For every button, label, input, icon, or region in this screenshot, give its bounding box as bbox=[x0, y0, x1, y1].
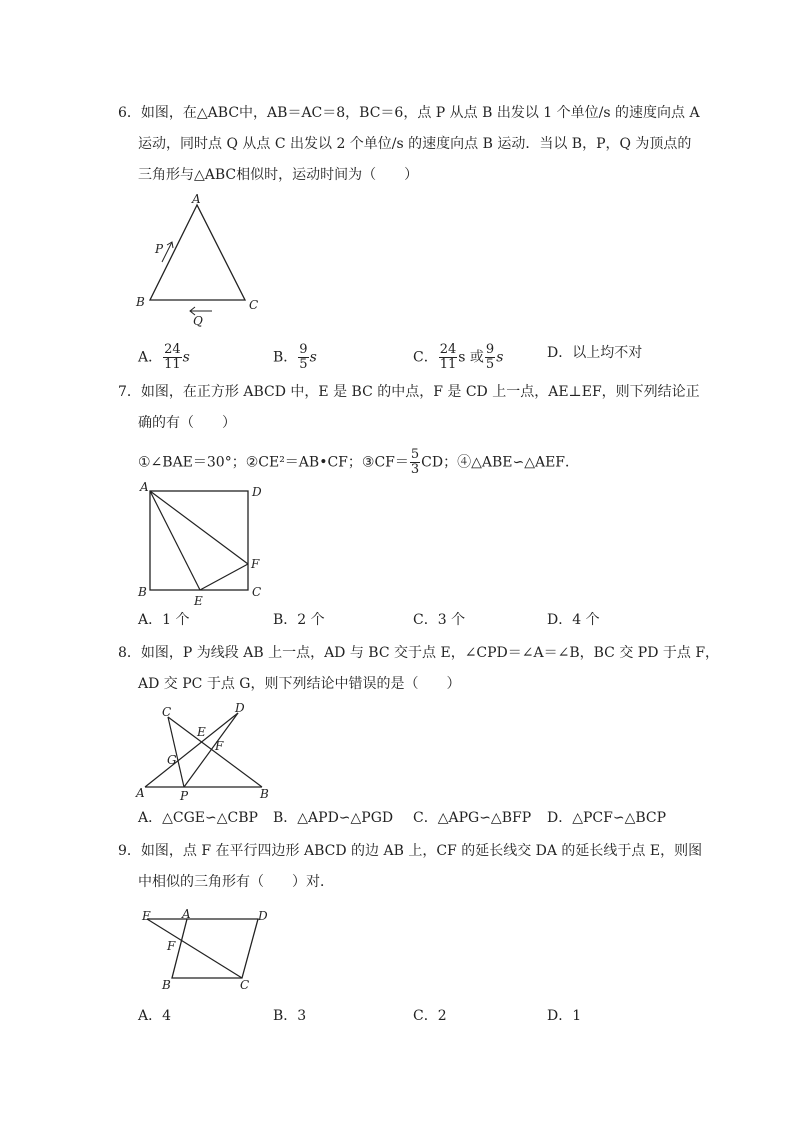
q7-option-d[interactable]: D．4 个 bbox=[547, 612, 600, 628]
q7-text-line3: ①∠BAE＝30°；②CE²＝AB•CF；③CF＝ $\frac{5}{3}$ CD；④△ABE∽△AEF． bbox=[138, 447, 580, 477]
q7-text-line1: 7．如图，在正方形 ABCD 中，E 是 BC 的中点，F 是 CD 上一点，AE⊥EF，则下列结论正 bbox=[118, 384, 700, 400]
label-E: E bbox=[142, 909, 151, 923]
q6-text-line3: 三角形与△ABC相似时，运动时间为（ ） bbox=[138, 167, 419, 183]
label-C: C bbox=[240, 978, 250, 992]
q9-option-d[interactable]: D．1 bbox=[547, 1008, 582, 1024]
q7-option-b[interactable]: B．2 个 bbox=[273, 612, 325, 628]
q9-text-line1: 9．如图，点 F 在平行四边形 ABCD 的边 AB 上，CF 的延长线交 DA 的延长线于点 E，则图 bbox=[118, 843, 703, 859]
label-D: D bbox=[252, 485, 262, 499]
q6-option-d[interactable]: D．以上均不对 bbox=[547, 345, 643, 361]
q9-parallelogram-figure bbox=[132, 902, 282, 997]
label-D: D bbox=[235, 701, 245, 715]
q6-option-b[interactable]: B． $\frac{9}{5}$ s bbox=[273, 342, 317, 372]
segment-af bbox=[150, 491, 248, 564]
q6-triangle-figure bbox=[130, 190, 270, 330]
label-F: F bbox=[167, 939, 176, 953]
q9-text-line2: 中相似的三角形有（ ）对． bbox=[138, 874, 334, 890]
q6-option-a[interactable]: A． $\frac{24}{11}$ s bbox=[138, 342, 190, 372]
label-B: B bbox=[138, 585, 147, 599]
q6-text-line2: 运动，同时点 Q 从点 C 出发以 2 个单位/s 的速度向点 B 运动．当以 B，P，Q 为顶点的 bbox=[138, 136, 692, 152]
q9-option-c[interactable]: C．2 bbox=[413, 1008, 447, 1024]
label-C: C bbox=[162, 705, 172, 719]
label-D: D bbox=[258, 909, 268, 923]
label-E: E bbox=[194, 594, 203, 608]
q7-text-line2: 确的有（ ） bbox=[138, 415, 236, 431]
label-Q: Q bbox=[193, 314, 203, 328]
q8-figure bbox=[130, 700, 280, 805]
q8-option-b[interactable]: B．△APD∽△PGD bbox=[273, 810, 394, 826]
label-F: F bbox=[215, 739, 224, 753]
label-P: P bbox=[180, 789, 189, 803]
q8-text-line1: 8．如图，P 为线段 AB 上一点，AD 与 BC 交于点 E，∠CPD＝∠A＝∠B，BC 交 PD 于点 F， bbox=[118, 645, 720, 661]
q8-option-c[interactable]: C．△APG∽△BFP bbox=[413, 810, 532, 826]
label-E: E bbox=[197, 725, 206, 739]
segment-ae bbox=[150, 491, 200, 590]
label-A: A bbox=[192, 192, 201, 206]
parallelogram-abcd bbox=[172, 919, 258, 978]
label-P: P bbox=[155, 242, 164, 256]
segment-ec bbox=[147, 919, 242, 978]
label-C: C bbox=[249, 298, 259, 312]
label-C: C bbox=[252, 585, 262, 599]
q8-option-d[interactable]: D．△PCF∽△BCP bbox=[547, 810, 667, 826]
q7-option-a[interactable]: A．1 个 bbox=[138, 612, 190, 628]
square-abcd bbox=[150, 491, 248, 590]
label-B: B bbox=[162, 978, 171, 992]
label-G: G bbox=[167, 753, 177, 767]
label-B: B bbox=[260, 787, 269, 801]
q7-square-figure bbox=[132, 478, 272, 610]
q8-option-a[interactable]: A．△CGE∽△CBP bbox=[138, 810, 258, 826]
label-F: F bbox=[251, 557, 260, 571]
q8-text-line2: AD 交 PC 于点 G，则下列结论中错误的是（ ） bbox=[138, 676, 461, 692]
segment-ef bbox=[200, 564, 248, 590]
label-B: B bbox=[136, 295, 145, 309]
triangle-abc bbox=[150, 205, 245, 300]
label-A: A bbox=[140, 480, 149, 494]
q9-option-a[interactable]: A．4 bbox=[138, 1008, 172, 1024]
q9-option-b[interactable]: B．3 bbox=[273, 1008, 307, 1024]
q7-option-c[interactable]: C．3 个 bbox=[413, 612, 466, 628]
q6-option-c[interactable]: C． $\frac{24}{11}$ s 或 $\frac{9}{5}$ s bbox=[413, 342, 504, 372]
label-A: A bbox=[182, 907, 191, 921]
q6-text-line1: 6．如图，在△ABC中，AB＝AC＝8，BC＝6，点 P 从点 B 出发以 1 个单位/s 的速度向点 A bbox=[118, 105, 700, 121]
label-A: A bbox=[136, 786, 145, 800]
